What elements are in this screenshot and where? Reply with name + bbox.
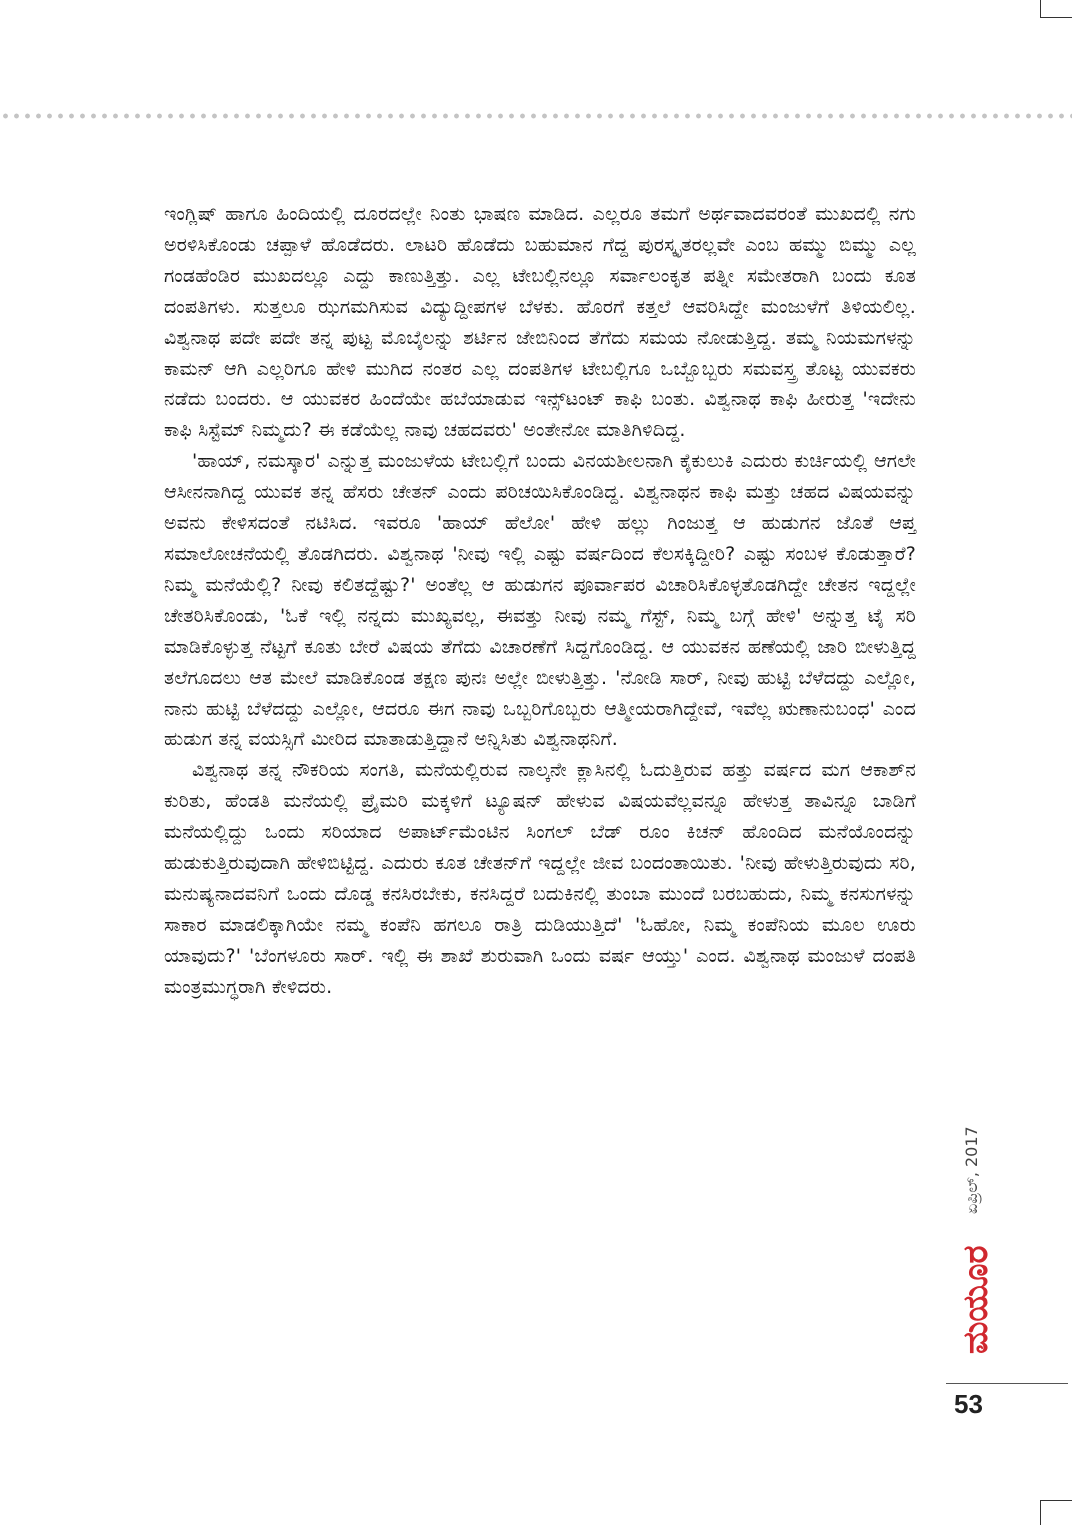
- paragraph-3: ವಿಶ್ವನಾಥ ತನ್ನ ನೌಕರಿಯ ಸಂಗತಿ, ಮನೆಯಲ್ಲಿರುವ ನಾಲ್ಕನೇ ಕ್ಲಾಸಿನಲ್ಲಿ ಓದುತ್ತಿರುವ ಹತ್ತು ವರ್ಷದ ಮಗ ಆಕಾಶ್‌ನ ಕುರಿತು, ಹೆಂಡತಿ ಮನೆಯಲ್ಲಿ ಪ್ರೈಮರಿ ಮಕ್ಕಳಿಗೆ ಟ್ಯೂಷನ್ ಹೇಳುವ ವಿಷಯವೆಲ್ಲವನ್ನೂ ಹೇಳುತ್ತ ತಾವಿನ್ನೂ ಬಾಡಿಗೆ ಮನೆಯಲ್ಲಿದ್ದು ಒಂದು ಸರಿಯಾದ ಅಪಾರ್ಟ್‌ಮೆಂಟಿನ ಸಿಂಗಲ್ ಬೆಡ್ ರೂಂ ಕಿಚನ್ ಹೊಂದಿದ ಮನೆಯೊಂದನ್ನು ಹುಡುಕುತ್ತಿರುವುದಾಗಿ ಹೇಳಿಬಿಟ್ಟಿದ್ದ. ಎದುರು ಕೂತ ಚೇತನ್‌ಗೆ ಇದ್ದಲ್ಲೇ ಜೀವ ಬಂದಂತಾಯಿತು. 'ನೀವು ಹೇಳುತ್ತಿರುವುದು ಸರಿ, ಮನುಷ್ಯನಾದವನಿಗೆ ಒಂದು ದೊಡ್ಡ ಕನಸಿರಬೇಕು, ಕನಸಿದ್ದರೆ ಬದುಕಿನಲ್ಲಿ ತುಂಬಾ ಮುಂದೆ ಬರಬಹುದು, ನಿಮ್ಮ ಕನಸುಗಳನ್ನು ಸಾಕಾರ ಮಾಡಲಿಕ್ಕಾಗಿಯೇ ನಮ್ಮ ಕಂಪೆನಿ ಹಗಲೂ ರಾತ್ರಿ ದುಡಿಯುತ್ತಿದೆ' 'ಓಹೋ, ನಿಮ್ಮ ಕಂಪೆನಿಯ ಮೂಲ ಊರು ಯಾವುದು?' 'ಬೆಂಗಳೂರು ಸಾರ್. ಇಲ್ಲಿ ಈ ಶಾಖೆ ಶುರುವಾಗಿ ಒಂದು ವರ್ಷ ಆಯ್ತು' ಎಂದ. ವಿಶ್ವನಾಥ ಮಂಜುಳೆ ದಂಪತಿ ಮಂತ್ರಮುಗ್ಧರಾಗಿ ಕೇಳಿದರು.: [164, 759, 916, 998]
- dotted-header-rule: [0, 112, 1072, 120]
- issue-date: ಏಪ್ರಿಲ್, 2017: [962, 1126, 981, 1214]
- magazine-logo: ಮಯೂರ: [956, 1245, 996, 1355]
- page-number: 53: [954, 1389, 983, 1419]
- paragraph-1: ಇಂಗ್ಲಿಷ್ ಹಾಗೂ ಹಿಂದಿಯಲ್ಲಿ ದೂರದಲ್ಲೇ ನಿಂತು ಭಾಷಣ ಮಾಡಿದ. ಎಲ್ಲರೂ ತಮಗೆ ಅರ್ಥವಾದವರಂತೆ ಮುಖದಲ್ಲಿ ನಗು ಅರಳಿಸಿಕೊಂಡು ಚಪ್ಪಾಳೆ ಹೊಡೆದರು. ಲಾಟರಿ ಹೊಡೆದು ಬಹುಮಾನ ಗೆದ್ದ ಪುರಸ್ಕೃತರಲ್ಲವೇ ಎಂಬ ಹಮ್ಮು ಬಿಮ್ಮು ಎಲ್ಲ ಗಂಡಹೆಂಡಿರ ಮುಖದಲ್ಲೂ ಎದ್ದು ಕಾಣುತ್ತಿತ್ತು. ಎಲ್ಲ ಟೇಬಲ್ಲಿನಲ್ಲೂ ಸರ್ವಾಲಂಕೃತ ಪತ್ನೀ ಸಮೇತರಾಗಿ ಬಂದು ಕೂತ ದಂಪತಿಗಳು. ಸುತ್ತಲೂ ಝಗಮಗಿಸುವ ವಿದ್ಯುದ್ದೀಪಗಳ ಬೆಳಕು. ಹೊರಗೆ ಕತ್ತಲೆ ಆವರಿಸಿದ್ದೇ ಮಂಜುಳೆಗೆ ತಿಳಿಯಲಿಲ್ಲ. ವಿಶ್ವನಾಥ ಪದೇ ಪದೇ ತನ್ನ ಪುಟ್ಟ ಮೊಬೈಲನ್ನು ಶರ್ಟಿನ ಜೇಬಿನಿಂದ ತೆಗೆದು ಸಮಯ ನೋಡುತ್ತಿದ್ದ. ತಮ್ಮ ನಿಯಮಗಳನ್ನು ಕಾಮನ್ ಆಗಿ ಎಲ್ಲರಿಗೂ ಹೇಳಿ ಮುಗಿದ ನಂತರ ಎಲ್ಲ ದಂಪತಿಗಳ ಟೇಬಲ್ಲಿಗೂ ಒಬ್ಬೊಬ್ಬರು ಸಮವಸ್ತ್ರ ತೊಟ್ಟ ಯುವಕರು ನಡೆದು ಬಂದರು. ಆ ಯುವಕರ ಹಿಂದೆಯೇ ಹಬೆಯಾಡುವ ಇನ್ಸ್‌ಟಂಟ್ ಕಾಫಿ ಬಂತು. ವಿಶ್ವನಾಥ ಕಾಫಿ ಹೀರುತ್ತ 'ಇದೇನು ಕಾಫಿ ಸಿಸ್ಟೆಮ್ ನಿಮ್ಮದು? ಈ ಕಡೆಯೆಲ್ಲ ನಾವು ಚಹದವರು' ಅಂತೇನೋ ಮಾತಿಗಿಳಿದಿದ್ದ.: [164, 203, 916, 442]
- paragraph-2: 'ಹಾಯ್, ನಮಸ್ಕಾರ' ಎನ್ನುತ್ತ ಮಂಜುಳೆಯ ಟೇಬಲ್ಲಿಗೆ ಬಂದು ವಿನಯಶೀಲನಾಗಿ ಕೈಕುಲುಕಿ ಎದುರು ಕುರ್ಚಿಯಲ್ಲಿ ಆಗಲೇ ಆಸೀನನಾಗಿದ್ದ ಯುವಕ ತನ್ನ ಹೆಸರು ಚೇತನ್ ಎಂದು ಪರಿಚಯಿಸಿಕೊಂಡಿದ್ದ. ವಿಶ್ವನಾಥನ ಕಾಫಿ ಮತ್ತು ಚಹದ ವಿಷಯವನ್ನು ಅವನು ಕೇಳಿಸದಂತೆ ನಟಿಸಿದ. ಇವರೂ 'ಹಾಯ್ ಹೆಲೋ' ಹೇಳಿ ಹಲ್ಲು ಗಿಂಜುತ್ತ ಆ ಹುಡುಗನ ಜೊತೆ ಆಪ್ತ ಸಮಾಲೋಚನೆಯಲ್ಲಿ ತೊಡಗಿದರು. ವಿಶ್ವನಾಥ 'ನೀವು ಇಲ್ಲಿ ಎಷ್ಟು ವರ್ಷದಿಂದ ಕೆಲಸಕ್ಕಿದ್ದೀರಿ? ಎಷ್ಟು ಸಂಬಳ ಕೊಡುತ್ತಾರೆ? ನಿಮ್ಮ ಮನೆಯೆಲ್ಲಿ? ನೀವು ಕಲಿತದ್ದೆಷ್ಟು?' ಅಂತೆಲ್ಲ ಆ ಹುಡುಗನ ಪೂರ್ವಾಪರ ವಿಚಾರಿಸಿಕೊಳ್ಳತೊಡಗಿದ್ದೇ ಚೇತನ ಇದ್ದಲ್ಲೇ ಚೇತರಿಸಿಕೊಂಡು, 'ಓಕೆ ಇಲ್ಲಿ ನನ್ನದು ಮುಖ್ಯವಲ್ಲ, ಈವತ್ತು ನೀವು ನಮ್ಮ ಗೆಸ್ಟ್, ನಿಮ್ಮ ಬಗ್ಗೆ ಹೇಳಿ' ಅನ್ನುತ್ತ ಟೈ ಸರಿ ಮಾಡಿಕೊಳ್ಳುತ್ತ ನೆಟ್ಟಗೆ ಕೂತು ಬೇರೆ ವಿಷಯ ತೆಗೆದು ವಿಚಾರಣೆಗೆ ಸಿದ್ದಗೊಂಡಿದ್ದ. ಆ ಯುವಕನ ಹಣೆಯಲ್ಲಿ ಜಾರಿ ಬೀಳುತ್ತಿದ್ದ ತಲೆಗೂದಲು ಆತ ಮೇಲೆ ಮಾಡಿಕೊಂಡ ತಕ್ಷಣ ಪುನಃ ಅಲ್ಲೇ ಬೀಳುತ್ತಿತ್ತು. 'ನೋಡಿ ಸಾರ್, ನೀವು ಹುಟ್ಟಿ ಬೆಳೆದದ್ದು ಎಲ್ಲೋ, ನಾನು ಹುಟ್ಟಿ ಬೆಳೆದದ್ದು ಎಲ್ಲೋ, ಆದರೂ ಈಗ ನಾವು ಒಬ್ಬರಿಗೊಬ್ಬರು ಆತ್ಮೀಯರಾಗಿದ್ದೇವೆ, ಇವೆಲ್ಲ ಋಣಾನುಬಂಧ' ಎಂದ ಹುಡುಗ ತನ್ನ ವಯಸ್ಸಿಗೆ ಮೀರಿದ ಮಾತಾಡುತ್ತಿದ್ದಾನೆ ಅನ್ನಿಸಿತು ವಿಶ್ವನಾಥನಿಗೆ.: [164, 450, 916, 751]
- crop-mark-top-right: [1040, 0, 1072, 18]
- crop-mark-bottom-right: [1040, 1500, 1072, 1525]
- folio-divider: [946, 1383, 1068, 1384]
- article-body: [164, 199, 916, 1003]
